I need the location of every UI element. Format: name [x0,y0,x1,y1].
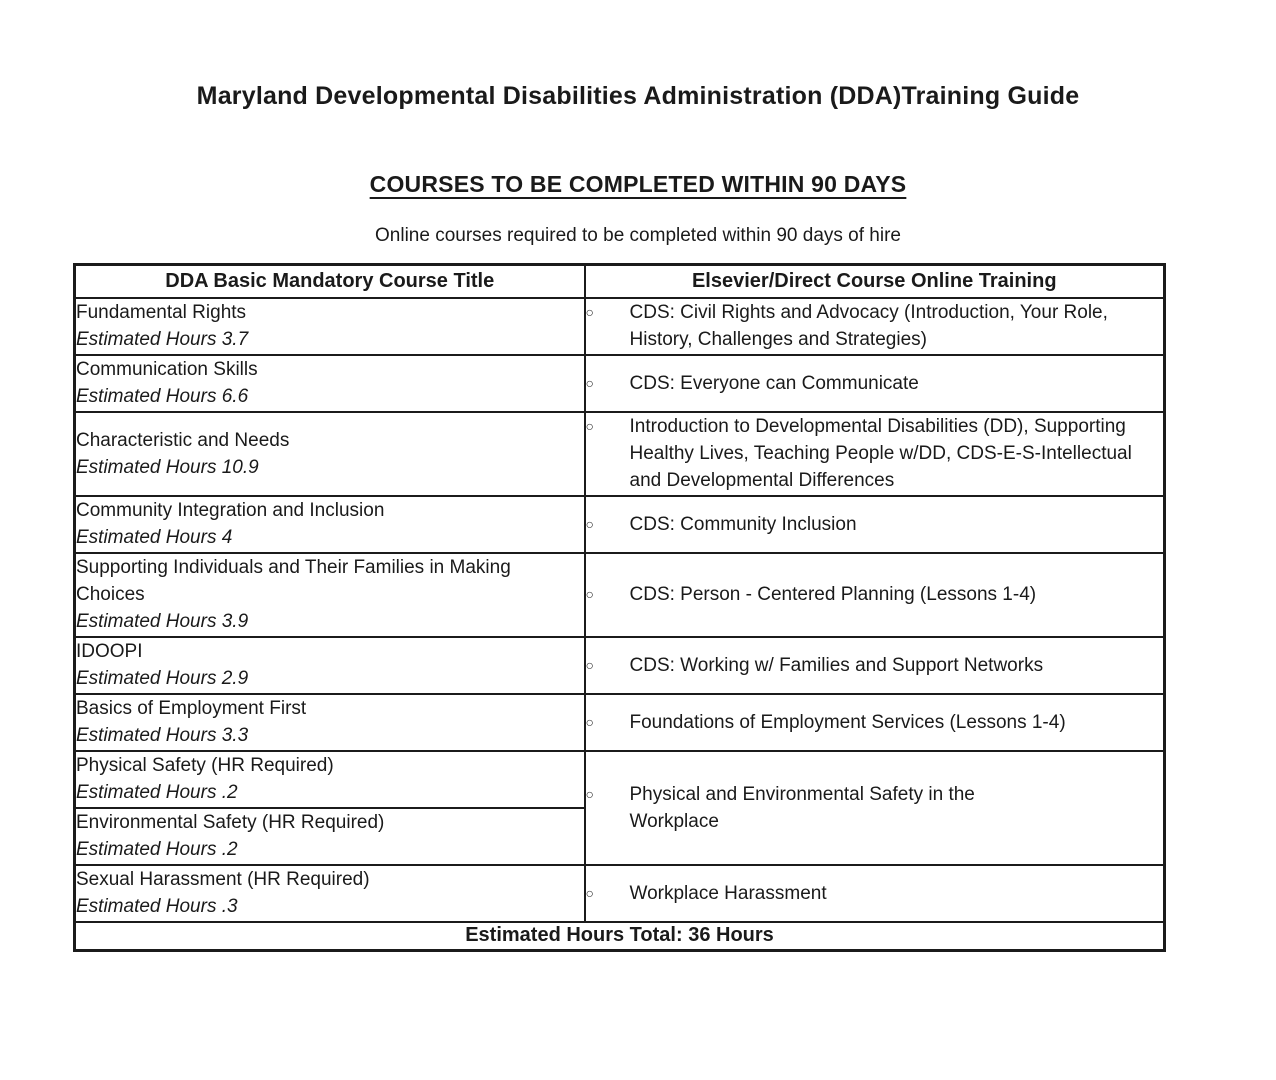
online-training-column-header: Elsevier/Direct Course Online Training [585,265,1165,298]
table-row [75,553,1165,637]
table-row [75,298,1165,355]
circle-bullet-icon: ○ [585,418,594,434]
training-cell [585,298,1165,355]
table-row [75,355,1165,412]
circle-bullet-icon: ○ [585,374,594,391]
circle-bullet-icon: ○ [585,785,594,802]
training-courses-table [73,263,1166,952]
training-course-text: CDS: Everyone can Communicate [629,372,919,394]
training-course-text: Workplace Harassment [629,882,827,904]
training-course-text: Foundations of Employment Services (Lessons 1-4) [629,711,1066,733]
training-cell [585,865,1165,922]
course-cell [75,496,585,553]
course-title: Basics of Employment First [76,698,307,719]
training-cell [585,355,1165,412]
training-course-text: CDS: Person - Centered Planning (Lessons 1-4) [629,584,1037,605]
course-estimated-hours: Estimated Hours 3.3 [76,725,249,746]
course-estimated-hours: Estimated Hours .2 [76,782,238,803]
training-cell-merged [585,751,1165,865]
training-cell [585,694,1165,751]
course-cell [75,412,585,496]
course-cell [75,355,585,412]
course-estimated-hours: Estimated Hours 2.9 [76,668,249,689]
table-row [75,751,1165,808]
training-cell [585,637,1165,694]
circle-bullet-icon: ○ [585,304,594,320]
circle-bullet-icon: ○ [585,586,594,602]
course-cell [75,553,585,637]
course-title: Environmental Safety (HR Required) [76,812,385,833]
circle-bullet-icon: ○ [585,884,594,901]
training-cell [585,412,1165,496]
table-row [75,637,1165,694]
course-estimated-hours: Estimated Hours 6.6 [76,386,249,407]
table-row [75,496,1165,553]
circle-bullet-icon: ○ [585,515,594,532]
table-header-row [75,265,1165,298]
training-course-text: CDS: Working w/ Families and Support Networks [629,654,1044,676]
course-title: Characteristic and Needs [76,429,290,451]
table-row [75,865,1165,922]
course-cell [75,694,585,751]
course-cell [75,865,585,922]
course-estimated-hours: Estimated Hours 10.9 [76,456,259,478]
training-cell [585,496,1165,553]
course-title: Sexual Harassment (HR Required) [76,869,370,890]
document-title: Maryland Developmental Disabilities Administration (DDA)Training Guide [196,82,1080,110]
course-title: Community Integration and Inclusion [76,500,385,521]
course-estimated-hours: Estimated Hours 4 [76,527,233,548]
course-title: Supporting Individuals and Their Families in Making Choices [76,557,511,605]
course-estimated-hours: Estimated Hours .3 [76,896,238,917]
course-title-column-header: DDA Basic Mandatory Course Title [75,265,585,298]
course-cell [75,808,585,865]
course-cell [75,751,585,808]
course-title: Fundamental Rights [76,302,247,323]
training-course-text: Introduction to Developmental Disabilities (DD), Supporting Healthy Lives, Teaching People w/DD, CDS-E-S-Intellectual and Developmental Differences [629,416,1132,491]
table-row [75,694,1165,751]
course-cell [75,637,585,694]
training-course-text: CDS: Community Inclusion [629,513,857,535]
estimated-hours-total: Estimated Hours Total: 36 Hours [75,922,1165,951]
courses-subheading: Online courses required to be completed within 90 days of hire [375,225,901,246]
courses-heading: COURSES TO BE COMPLETED WITHIN 90 DAYS [369,171,907,197]
course-title: Physical Safety (HR Required) [76,755,334,776]
table-row [75,412,1165,496]
circle-bullet-icon: ○ [585,713,594,730]
training-course-text: Physical and Environmental Safety in the Workplace [629,783,975,832]
course-estimated-hours: Estimated Hours .2 [76,839,238,860]
table-footer-row [75,922,1165,951]
training-cell [585,553,1165,637]
course-estimated-hours: Estimated Hours 3.7 [76,329,249,350]
course-title: Communication Skills [76,359,258,380]
circle-bullet-icon: ○ [585,656,594,673]
course-estimated-hours: Estimated Hours 3.9 [76,611,249,632]
course-cell [75,298,585,355]
training-course-text: CDS: Civil Rights and Advocacy (Introduction, Your Role, History, Challenges and Strategies) [629,302,1108,350]
course-title: IDOOPI [76,641,143,662]
